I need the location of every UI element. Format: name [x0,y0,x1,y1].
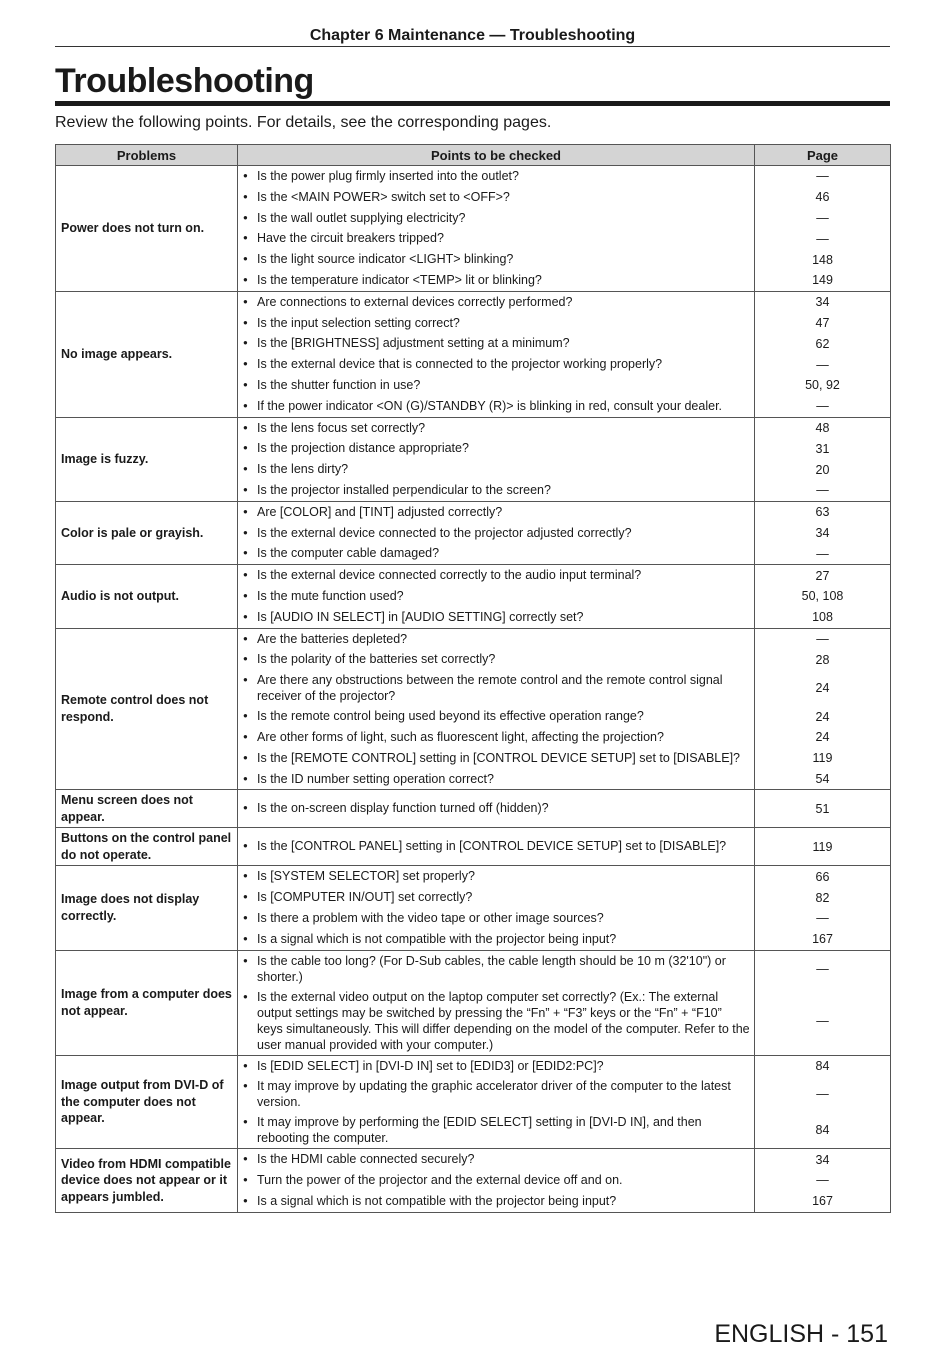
page-reference: 47 [815,315,830,330]
header-divider [55,46,890,47]
page-reference: 28 [815,652,830,667]
page-cell [755,628,891,790]
table-row [56,828,891,866]
points-cell [238,565,755,628]
page-cell [755,417,891,501]
check-point: ● Is the light source indicator <LIGHT> blinking? [238,249,754,270]
check-point: ● Is the external device connected to the projector adjusted correctly? [238,523,754,544]
page-reference: — [816,631,829,646]
problem-cell: Audio is not output. [56,565,238,628]
check-point: ● Is the HDMI cable connected securely? [238,1149,754,1170]
chapter-header: Chapter 6 Maintenance — Troubleshooting [309,27,636,44]
page-reference: 20 [815,462,830,477]
points-cell [238,950,755,1055]
table-row [56,291,891,417]
check-point: ● Is [AUDIO IN SELECT] in [AUDIO SETTING] correctly set? [238,607,754,628]
check-point: ● Is the temperature indicator <TEMP> lit or blinking? [238,270,754,291]
check-point: ● Is the lens focus set correctly? [238,418,754,439]
page-reference: 119 [812,751,833,766]
page-reference: 82 [815,890,830,905]
page-cell [755,950,891,1055]
problem-cell: No image appears. [56,291,238,417]
page-cell [755,790,891,828]
page-reference: 148 [812,252,833,267]
page-reference: — [816,231,829,246]
page-reference: 63 [815,505,830,520]
page-reference: 27 [815,568,830,583]
check-point: ● Is the projector installed perpendicular to the screen? [238,480,754,501]
page-reference: 34 [815,295,830,310]
check-point: ● Is the [CONTROL PANEL] setting in [CONTROL DEVICE SETUP] set to [DISABLE]? [238,836,754,857]
check-point: ● Is the power plug firmly inserted into the outlet? [238,166,754,187]
table-row [56,166,891,292]
problem-cell: Image does not display correctly. [56,866,238,950]
page-reference: 108 [812,610,833,625]
page-reference: — [816,1013,829,1028]
title-divider [55,101,890,106]
page-reference: 62 [815,336,830,351]
problem-cell: Color is pale or grayish. [56,501,238,564]
check-point: ● Is there a problem with the video tape or other image sources? [238,908,754,929]
check-point: ● Is the shutter function in use? [238,375,754,396]
page-reference: 31 [815,441,830,456]
page-title: Troubleshooting [55,62,314,100]
table-header-row [56,145,891,166]
page-reference: 24 [815,681,830,696]
page-reference: 66 [815,869,830,884]
page-reference: — [816,210,829,225]
page-number: ENGLISH - 151 [714,1320,888,1348]
intro-text: Review the following points. For details, see the corresponding pages. [55,114,552,131]
points-cell [238,166,755,292]
check-point: ● Turn the power of the projector and the external device off and on. [238,1170,754,1191]
check-point: ● Are [COLOR] and [TINT] adjusted correctly? [238,502,754,523]
page-reference: 167 [812,932,833,947]
table-body [56,166,891,1213]
check-point: ● Is the <MAIN POWER> switch set to <OFF>? [238,187,754,208]
column-header-points: Points to be checked [238,145,755,166]
points-cell [238,417,755,501]
check-point: ● Is a signal which is not compatible with the projector being input? [238,929,754,950]
page-reference: 149 [812,273,833,288]
page-cell [755,501,891,564]
check-point: ● Is [SYSTEM SELECTOR] set properly? [238,866,754,887]
points-cell [238,866,755,950]
check-point: ● It may improve by updating the graphic accelerator driver of the computer to the latest version. [238,1076,754,1112]
check-point: ● Are the batteries depleted? [238,629,754,650]
page-reference: 167 [812,1194,833,1209]
points-cell [238,790,755,828]
page-reference: 46 [815,190,830,205]
table-row [56,417,891,501]
page-cell [755,1149,891,1212]
check-point: ● Is the wall outlet supplying electricity? [238,208,754,229]
points-cell [238,628,755,790]
table-row [56,790,891,828]
points-cell [238,828,755,866]
problem-cell: Image from a computer does not appear. [56,950,238,1055]
check-point: ● Is the cable too long? (For D-Sub cables, the cable length should be 10 m (32'10") or shorter.) [238,951,754,987]
check-point: ● Is the ID number setting operation correct? [238,769,754,790]
page-reference: 51 [815,801,830,816]
page-reference: 24 [815,709,830,724]
page-reference: — [816,546,829,561]
check-point: ● Is [EDID SELECT] in [DVI-D IN] set to [EDID3] or [EDID2:PC]? [238,1056,754,1077]
check-point: ● Is the on-screen display function turned off (hidden)? [238,798,754,819]
check-point: ● Is the external video output on the laptop computer set correctly? (Ex.: The external output settings may be switched by pressing the “Fn” + “F3” keys or the “Fn” + “F10” keys simultaneously. This will differ depending on the model of the computer. Refer to the user manual provided with your computer.) [238,987,754,1055]
points-cell [238,1149,755,1212]
page-reference: 34 [815,1152,830,1167]
problem-cell: Power does not turn on. [56,166,238,292]
problem-cell: Video from HDMI compatible device does not appear or it appears jumbled. [56,1149,238,1212]
check-point: ● Is the input selection setting correct? [238,313,754,334]
column-header-page: Page [755,145,891,166]
check-point: ● Is the external device connected correctly to the audio input terminal? [238,565,754,586]
page-cell [755,565,891,628]
page-cell [755,828,891,866]
page-cell [755,1055,891,1149]
page-reference: 119 [812,839,833,854]
check-point: ● Is the polarity of the batteries set correctly? [238,649,754,670]
check-point: ● Is the lens dirty? [238,459,754,480]
page-cell [755,866,891,950]
points-cell [238,501,755,564]
check-point: ● Is the mute function used? [238,586,754,607]
check-point: ● Are connections to external devices correctly performed? [238,292,754,313]
page-reference: — [816,911,829,926]
check-point: ● Is a signal which is not compatible with the projector being input? [238,1191,754,1212]
table-row [56,565,891,628]
problem-cell: Buttons on the control panel do not operate. [56,828,238,866]
check-point: ● It may improve by performing the [EDID SELECT] setting in [DVI-D IN], and then rebooting the computer. [238,1112,754,1148]
check-point: ● Are there any obstructions between the remote control and the remote control signal receiver of the projector? [238,670,754,706]
check-point: ● Are other forms of light, such as fluorescent light, affecting the projection? [238,727,754,748]
troubleshooting-table [55,144,891,1213]
problem-cell: Menu screen does not appear. [56,790,238,828]
problem-cell: Image is fuzzy. [56,417,238,501]
page-reference: 84 [815,1123,830,1138]
check-point: ● Is the computer cable damaged? [238,543,754,564]
table-row [56,1055,891,1149]
table-row [56,501,891,564]
page-reference: — [816,1173,829,1188]
table-row [56,866,891,950]
table-row [56,950,891,1055]
check-point: ● Is the projection distance appropriate? [238,438,754,459]
check-point: ● Is the external device that is connected to the projector working properly? [238,354,754,375]
page-reference: 34 [815,525,830,540]
problem-cell: Image output from DVI-D of the computer does not appear. [56,1055,238,1149]
check-point: ● Is the [REMOTE CONTROL] setting in [CONTROL DEVICE SETUP] set to [DISABLE]? [238,748,754,769]
points-cell [238,1055,755,1149]
page-reference: — [816,399,829,414]
page-reference: — [816,483,829,498]
check-point: ● If the power indicator <ON (G)/STANDBY (R)> is blinking in red, consult your dealer. [238,396,754,417]
page-cell [755,291,891,417]
page-reference: — [816,357,829,372]
check-point: ● Is the [BRIGHTNESS] adjustment setting at a minimum? [238,333,754,354]
page-reference: 50, 92 [805,378,840,393]
table-row [56,628,891,790]
table-row [56,1149,891,1212]
page-cell [755,166,891,292]
check-point: ● Have the circuit breakers tripped? [238,228,754,249]
page-reference: 54 [815,771,830,786]
check-point: ● Is the remote control being used beyond its effective operation range? [238,706,754,727]
check-point: ● Is [COMPUTER IN/OUT] set correctly? [238,887,754,908]
page-reference: 50, 108 [801,589,844,604]
page-reference: — [816,961,829,976]
page-reference: 84 [815,1058,830,1073]
column-header-problems: Problems [56,145,238,166]
page-reference: 24 [815,730,830,745]
problem-cell: Remote control does not respond. [56,628,238,790]
page-reference: 48 [815,420,830,435]
page-reference: — [816,1087,829,1102]
page-reference: — [816,169,829,184]
points-cell [238,291,755,417]
